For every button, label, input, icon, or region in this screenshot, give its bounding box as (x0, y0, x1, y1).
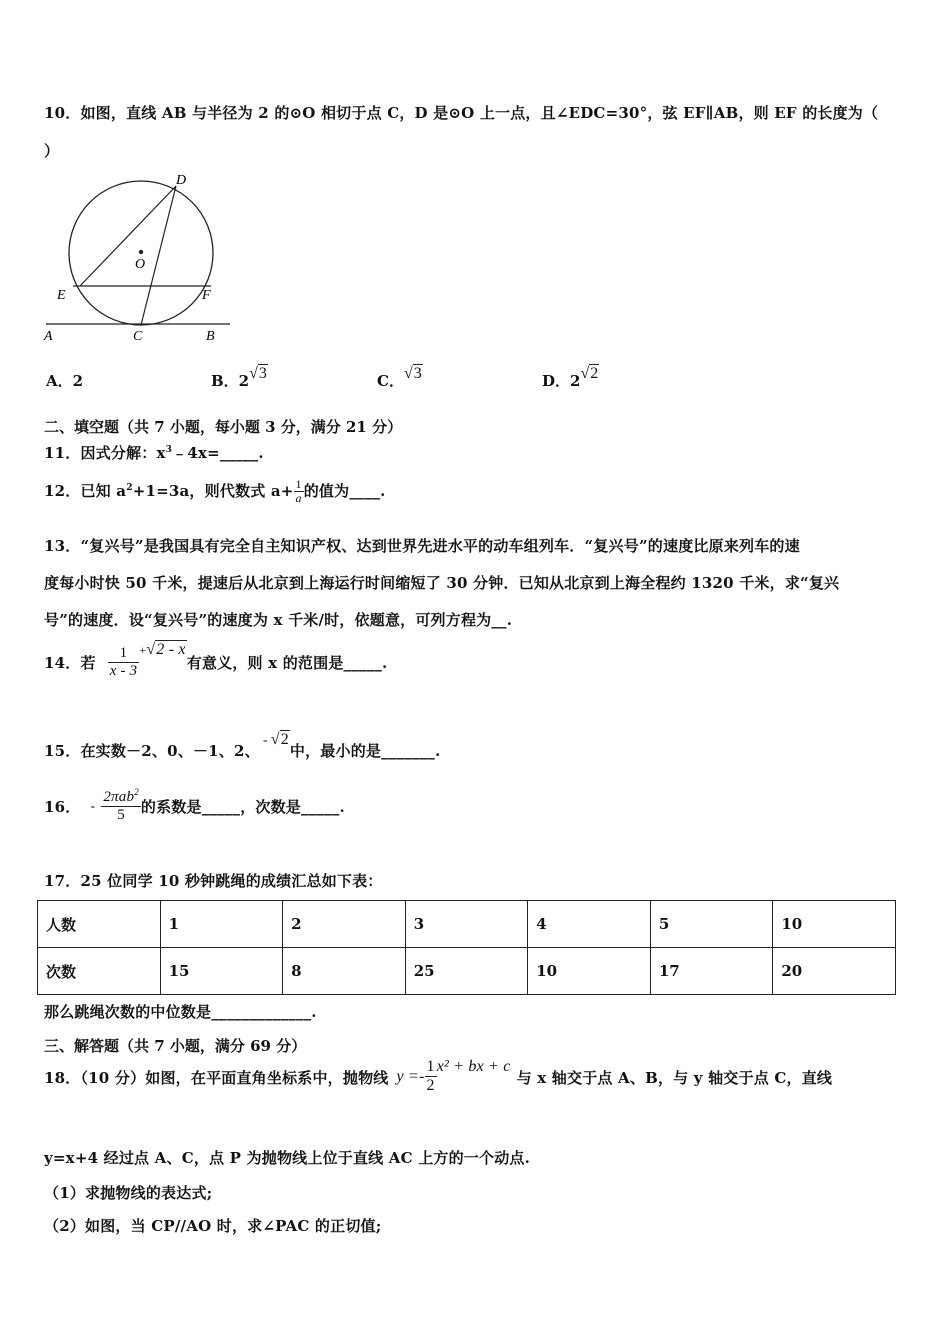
table-cell: 3 (405, 901, 528, 948)
q10-text: 10．如图，直线 AB 与半径为 2 的⊙O 相切于点 C，D 是⊙O 上一点，且∠EDC=30°，弦 EF∥AB，则 EF 的长度为（ (44, 104, 879, 122)
option-b-radical: √3 (249, 365, 267, 382)
q18-fraction: $\frac{1}{2}$ (426, 1058, 435, 1094)
label-o: O (135, 257, 146, 272)
table-cell: 20 (773, 948, 896, 995)
table-cell: 8 (283, 948, 406, 995)
q10-option-a[interactable] (46, 370, 83, 391)
table-cell: 5 (650, 901, 773, 948)
q18-line1: 18．（10 分）如图，在平面直角坐标系中，抛物线 y =- $\frac{1}{2}$ x² + bx + c与 x 轴交于点 A、B，与 y 轴交于点 C，直线 (44, 1057, 833, 1094)
q14-radical: √2 - x (146, 641, 186, 659)
table-row (38, 948, 896, 995)
q17-intro: 17．25 位同学 10 秒钟跳绳的成绩汇总如下表： (44, 872, 383, 890)
option-b-label: B．2 (211, 372, 250, 390)
q14-fraction: $\frac{1}{x - 3}$ (109, 645, 138, 679)
table-cell: 15 (160, 948, 283, 995)
section-3-heading: 三、解答题（共 7 小题，满分 69 分） (44, 1037, 307, 1055)
table-cell: 4 (528, 901, 651, 948)
option-a-label: A．2 (46, 372, 84, 390)
option-d-radical: √2 (580, 365, 599, 382)
q18-line2: y=x+4 经过点 A、C，点 P 为抛物线上位于直线 AC 上方的一个动点. (44, 1149, 531, 1167)
q13-line1: 13．“复兴号”是我国具有完全自主知识产权、达到世界先进水平的动车组列车．“复兴号”的速度比原来列车的速 (44, 537, 800, 555)
q10-circle-figure (40, 168, 240, 348)
table-cell: 25 (405, 948, 528, 995)
table-cell: 2 (283, 901, 406, 948)
table-cell: 17 (650, 948, 773, 995)
table-cell: 人数 (38, 901, 161, 948)
label-e: E (57, 288, 66, 303)
q10-text-close: ） (44, 142, 60, 160)
label-a: A (44, 329, 53, 344)
q12: 12．已知 $a^2+1=3a$，则代数式 a+ $\frac{1}{a}$ 的值为____. (44, 477, 386, 506)
table-cell: 次数 (38, 948, 161, 995)
q15: 15．在实数－2、0、－1、2、- √2中，最小的是_______. (44, 731, 441, 760)
q17-score-table (37, 900, 896, 995)
q16-fraction: $\frac{2\pi ab^2}{5}$ (103, 787, 139, 823)
q16: 16． - $\frac{2\pi ab^2}{5}$ 的系数是_____，次数是_____. (44, 787, 345, 823)
q10-option-c[interactable] (377, 362, 423, 390)
q13-line3: 号”的速度．设“复兴号”的速度为 x 千米/时，依题意，可列方程为__. (44, 611, 513, 629)
option-d-label: D．2 (542, 372, 581, 390)
label-d: D (176, 173, 187, 188)
label-b: B (206, 329, 215, 344)
table-cell: 10 (773, 901, 896, 948)
q15-radical: √2 (270, 731, 289, 748)
q18-sub1: （1）求抛物线的表达式; (44, 1184, 213, 1202)
table-row (38, 901, 896, 948)
q12-fraction: $\frac{1}{a}$ (295, 477, 302, 506)
option-c-radical: √3 (403, 365, 422, 382)
q17-after: 那么跳绳次数的中位数是_____________. (44, 1003, 317, 1021)
segment-ed (80, 186, 176, 286)
q11: 11．因式分解：$x^3﹣4x=\_\_\_\_\_$. (44, 444, 264, 462)
option-c-label: C． (377, 372, 404, 390)
q10-option-b[interactable] (211, 362, 268, 390)
center-dot (139, 250, 143, 254)
label-f: F (202, 288, 211, 303)
q14: 14．若 $\frac{1}{x - 3}$ +√2 - x有意义，则 x 的范围是_____. (44, 641, 388, 679)
segment-dc (141, 186, 176, 325)
q10-option-d[interactable] (542, 362, 599, 390)
label-c: C (133, 329, 143, 344)
q13-line2: 度每小时快 50 千米，提速后从北京到上海运行时间缩短了 30 分钟．已知从北京到上海全程约 1320 千米，求“复兴 (44, 574, 840, 592)
table-cell: 10 (528, 948, 651, 995)
table-cell: 1 (160, 901, 283, 948)
section-2-heading: 二、填空题（共 7 小题，每小题 3 分，满分 21 分） (44, 418, 403, 436)
q18-sub2: （2）如图，当 CP//AO 时，求∠PAC 的正切值; (44, 1217, 382, 1235)
